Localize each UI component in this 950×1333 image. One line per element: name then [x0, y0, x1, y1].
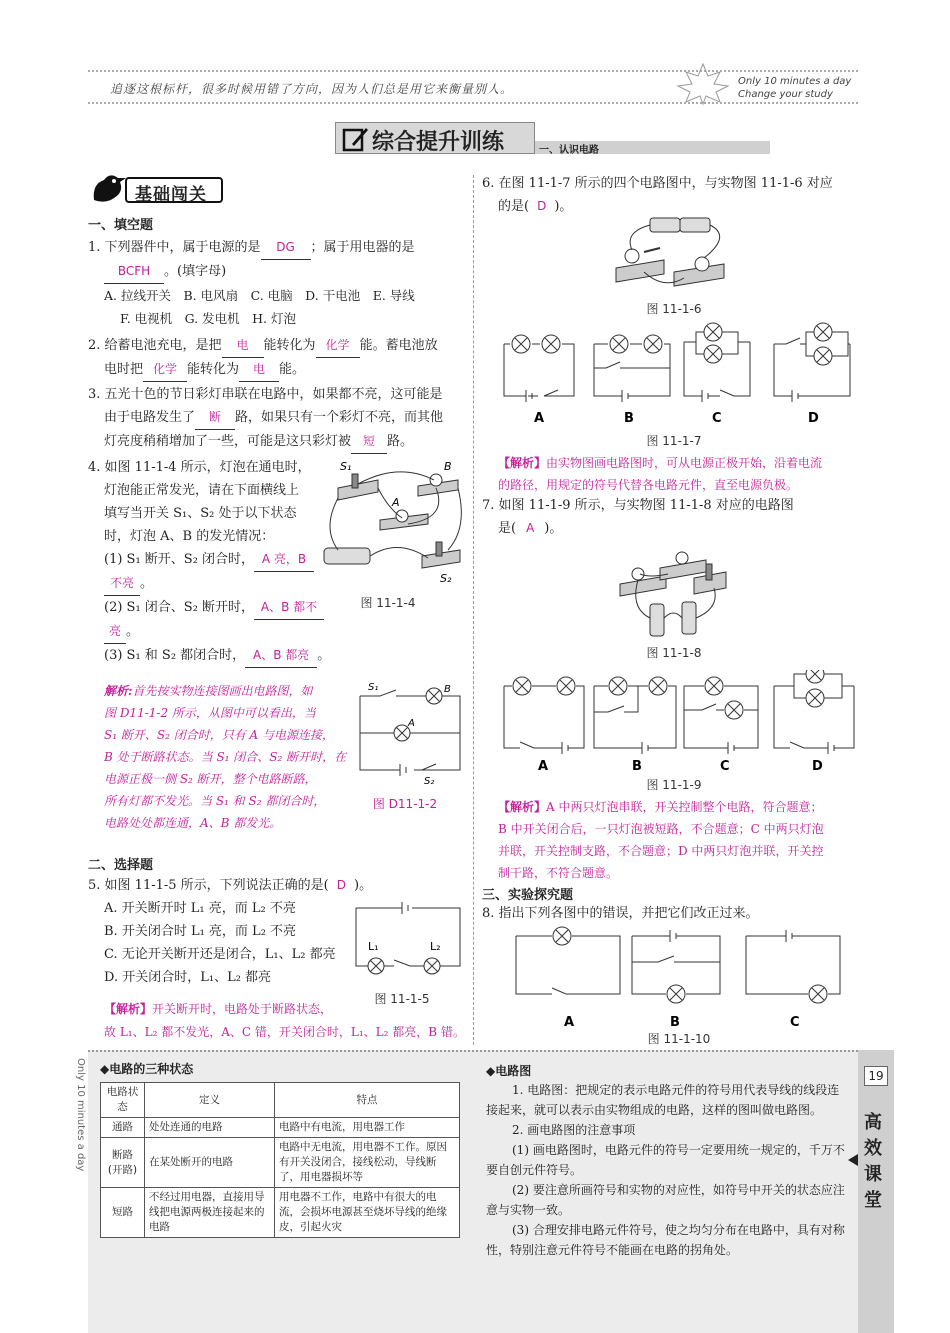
bird-icon [88, 170, 128, 206]
question-2 [88, 334, 468, 382]
svg-text:B: B [444, 684, 451, 695]
tab-char: 堂 [864, 1190, 882, 1211]
fig-11-1-4-caption: 图 11-1-4 [360, 596, 416, 610]
q3-text-e: 路。 [387, 434, 414, 449]
q3-text-c: 路，如果只有一个彩灯不亮，而其他 [235, 410, 444, 425]
figure-11-1-8 [610, 548, 730, 640]
question-1 [88, 236, 468, 330]
section-fill-blank: 一、填空题 [88, 218, 154, 233]
q5-option-c: C. 无论开关断开还是闭合，L₁、L₂ 都亮 [104, 947, 336, 962]
fig7-label-d: D [808, 411, 819, 426]
q3-text-a: 3. 五光十色的节日彩灯串联在电路中，如果都不亮，这可能是 [88, 387, 443, 402]
table-cell: 通路 [101, 1118, 145, 1138]
tab-labels [864, 1110, 882, 1214]
svg-text:S₂: S₂ [424, 776, 435, 787]
q4-exp-1: 首先按实物连接图画出电路图，如 [132, 684, 313, 698]
figure-11-1-9 [498, 670, 858, 780]
q1-answer-1: DG [261, 236, 311, 260]
q7-text-b: 是( [498, 521, 517, 536]
q5-exp-1: 开关断开时，电路处于断路状态， [152, 1002, 333, 1016]
q2-text-d: 电时把 [104, 362, 144, 377]
q6-exp-2: 的路径，用规定的符号代替各电路元件，直至电源负极。 [498, 478, 799, 492]
fig-11-1-6-caption: 图 11-1-6 [646, 302, 702, 316]
fig-11-1-10-caption: 图 11-1-10 [647, 1032, 711, 1046]
q6-answer: D [537, 199, 547, 213]
svg-text:S₁: S₁ [368, 682, 379, 693]
q5-exp-2: 故 L₁、L₂ 都不发光，A、C 错，开关闭合时，L₁、L₂ 都亮，B 错。 [104, 1025, 465, 1039]
q5-answer: D [336, 878, 346, 892]
q2-text-f: 能。 [279, 362, 306, 377]
table-row [101, 1118, 460, 1138]
table-cell: 电路中有电流，用电器工作 [275, 1118, 460, 1138]
q7-exp-4: 制干路，不符合题意。 [498, 866, 619, 880]
fig-11-1-9-caption: 图 11-1-9 [646, 778, 702, 792]
svg-text:L₁: L₁ [368, 940, 379, 953]
q6-exp-label: 【解析】 [498, 456, 547, 470]
svg-text:S₁: S₁ [340, 460, 352, 473]
fig7-label-a: A [534, 411, 545, 426]
q4-answer-1a: A 亮，B [254, 548, 314, 572]
knowledge-p4: (2) 要注意所画符号和实物的对应性，如符号中开关的状态应注意与实物一致。 [486, 1183, 845, 1217]
knowledge-circuit-diagram [486, 1080, 848, 1260]
knowledge-left-title: ◆电路的三种状态 [100, 1062, 194, 1076]
knowledge-p1: 1. 电路图：把规定的表示电路元件的符号用代表导线的线段连接起来，就可以表示由实物组成的电路，这样的图叫做电路图。 [486, 1083, 840, 1117]
svg-text:S₂: S₂ [440, 572, 452, 585]
q5-exp-label: 【解析】 [104, 1002, 153, 1016]
q1-text-a: 1. 下列器件中，属于电源的是 [88, 240, 261, 255]
question-8: 8. 指出下列各图中的错误，并把它们改正过来。 [482, 906, 759, 921]
pencil-edit-icon [342, 126, 368, 152]
table-cell: 在某处断开的电路 [145, 1138, 275, 1188]
q7-explanation [498, 796, 868, 884]
fig-11-1-5-caption: 图 11-1-5 [374, 992, 430, 1006]
header-motto: 追逐这根标杆，很多时候用错了方向，因为人们总是用它来衡量别人。 [110, 82, 514, 96]
q5-option-b: B. 开关闭合时 L₁ 亮，而 L₂ 不亮 [104, 924, 297, 939]
fig-11-1-8-caption: 图 11-1-8 [646, 646, 702, 660]
q1-answer-2: BCFH [104, 260, 164, 284]
q6-text-a: 6. 在图 11-1-7 所示的四个电路图中，与实物图 11-1-6 对应 [482, 176, 833, 191]
svg-text:A: A [408, 718, 415, 729]
table-header-definition: 定义 [145, 1083, 275, 1118]
q4-line-1: 4. 如图 11-1-4 所示，灯泡在通电时， [88, 460, 311, 475]
q2-text-e: 能转化为 [187, 362, 240, 377]
q3-text-d: 灯亮度稍稍增加了一些，可能是这只彩灯被 [104, 434, 352, 449]
q4-answer-3: A、B 都亮 [245, 644, 317, 668]
q7-exp-2: B 中开关闭合后，一只灯泡被短路，不合题意；C 中两只灯泡 [498, 822, 824, 836]
figure-11-1-4 [318, 458, 468, 588]
q1-text-c: 。(填字母) [164, 264, 227, 279]
q1-options-1: A. 拉线开关 B. 电风扇 C. 电脑 D. 干电池 E. 导线 [104, 288, 415, 303]
q3-text-b: 由于电路发生了 [104, 410, 196, 425]
q1-text-b: ；属于用电器的是 [310, 240, 415, 255]
q5-option-d: D. 开关闭合时，L₁、L₂ 都亮 [104, 970, 272, 985]
q1-options-2: F. 电视机 G. 发电机 H. 灯泡 [120, 311, 297, 326]
header-dotline-bottom [88, 102, 858, 104]
fig10-label-b: B [670, 1015, 680, 1030]
figure-11-1-10 [510, 926, 860, 1030]
circuit-states-table [100, 1082, 460, 1238]
figure-d11-1-2 [352, 678, 467, 788]
table-cell: 用电器不工作，电路中有很大的电流，会损坏电源甚至烧坏导线的绝缘皮，引起火灾 [275, 1188, 460, 1238]
table-row [101, 1138, 460, 1188]
question-3 [88, 383, 468, 454]
q6-exp-1: 由实物图画电路图时，可从电源正极开始，沿着电流 [546, 456, 823, 470]
table-cell: 断路(开路) [101, 1138, 145, 1188]
header-en-1: Only 10 minutes a day [738, 76, 852, 87]
q4-part-1: (1) S₁ 断开、S₂ 闭合时， [104, 552, 255, 567]
fig9-label-b: B [632, 759, 642, 774]
q7-exp-1: A 中两只灯泡串联，开关控制整个电路，符合题意； [546, 800, 823, 814]
section-choice: 二、选择题 [88, 858, 154, 873]
knowledge-p2: 2. 画电路图的注意事项 [512, 1123, 636, 1137]
badge-label: 基础闯关 [135, 185, 207, 205]
svg-text:A: A [392, 496, 400, 509]
q7-answer: A [526, 521, 535, 535]
table-header-row [101, 1083, 460, 1118]
side-tab [858, 1050, 894, 1333]
knowledge-right-title: ◆电路图 [486, 1064, 532, 1078]
q4-line-3: 填写当开关 S₁、S₂ 处于以下状态 [104, 506, 297, 521]
q4-answer-2b: 亮 [104, 620, 126, 644]
q5-option-a: A. 开关断开时 L₁ 亮，而 L₂ 不亮 [104, 901, 296, 916]
table-header-state: 电路状态 [101, 1083, 145, 1118]
table-cell: 不经过用电器，直接用导线把电源两极连接起来的电路 [145, 1188, 275, 1238]
bottom-dotline [88, 1050, 858, 1052]
q5-text-a: 5. 如图 11-1-5 所示，下列说法正确的是( [88, 878, 329, 893]
svg-text:B: B [444, 460, 452, 473]
q3-answer-1: 断 [195, 406, 235, 430]
q4-exp-7: 电路处处都连通，A、B 都发光。 [104, 816, 282, 830]
fig7-label-b: B [624, 411, 634, 426]
figure-11-1-5 [352, 898, 464, 982]
tab-char: 课 [864, 1164, 882, 1185]
badge [125, 177, 223, 203]
banner-subtitle: 一、认识电路 [539, 145, 599, 156]
knowledge-p3: (1) 画电路图时，电路元件的符号一定要用统一规定的，千万不要自创元件符号。 [486, 1143, 845, 1177]
q4-exp-2: 图 D11-1-2 所示，从图中可以看出，当 [104, 706, 316, 720]
q2-text-b: 能转化为 [263, 338, 316, 353]
q4-part-3: (3) S₁ 和 S₂ 都闭合时， [104, 648, 246, 663]
svg-text:L₂: L₂ [430, 940, 441, 953]
column-divider [473, 175, 474, 1045]
question-4: 4. 如图 11-1-4 所示，灯泡在通电时， 灯泡能正常发光，请在下面横线上 填写当开关 S₁、S₂ 处于以下状态 时，灯泡 A、B 的发光情况： (1) S₁ 断开、S₂ 闭合时， A 亮，B 不亮 。 (2) S₁ 闭合、S₂ 断开时， A、B 都不 亮 。 (3) S₁ 和 S₂ 都闭合时， A、B 都亮 。 [88, 456, 328, 668]
q4-explanation [104, 680, 354, 834]
fig-11-1-7-caption: 图 11-1-7 [646, 434, 702, 448]
fig9-label-d: D [812, 759, 823, 774]
q4-line-4: 时，灯泡 A、B 的发光情况： [104, 529, 275, 544]
q4-line-2: 灯泡能正常发光，请在下面横线上 [104, 483, 300, 498]
q2-answer-4: 电 [239, 358, 279, 382]
banner-title-box [335, 122, 535, 154]
arrow-left-icon [848, 1154, 858, 1166]
fig7-label-c: C [712, 411, 722, 426]
q6-text-c: )。 [554, 199, 573, 214]
q4-answer-2a: A、B 都不 [254, 596, 324, 620]
table-cell: 短路 [101, 1188, 145, 1238]
header-en-2: Change your study [738, 89, 833, 100]
page-number: 19 [864, 1066, 888, 1086]
q2-answer-1: 电 [222, 334, 264, 358]
q5-text-b: )。 [354, 878, 373, 893]
question-7 [482, 494, 862, 540]
fig10-label-a: A [564, 1015, 575, 1030]
knowledge-p5: (3) 合理安排电路元件符号，使之均匀分布在电路中，具有对称性，特别注意元件符号不能画在电路的拐角处。 [486, 1223, 845, 1257]
fig9-label-c: C [720, 759, 730, 774]
q2-text-c: 能。蓄电池放 [359, 338, 438, 353]
fig10-label-c: C [790, 1015, 800, 1030]
fig-d11-1-2-caption: 图 D11-1-2 [372, 797, 438, 811]
q7-exp-label: 【解析】 [498, 800, 547, 814]
table-cell: 电路中无电流，用电器不工作。原因有开关没闭合，接线松动，导线断了，用电器损坏等 [275, 1138, 460, 1188]
q6-explanation [498, 452, 868, 496]
q4-exp-3: S₁ 断开、S₂ 闭合时，只有 A 与电源连接， [104, 728, 334, 742]
q4-answer-1b: 不亮 [104, 572, 140, 596]
q4-exp-label: 解析: [104, 684, 133, 698]
figure-11-1-6 [604, 212, 744, 298]
q6-text-b: 的是( [498, 199, 530, 214]
q4-exp-4: B 处于断路状态。当 S₁ 闭合、S₂ 断开时，在 [104, 750, 347, 764]
q4-exp-5: 电源正极一侧 S₂ 断开，整个电路断路， [104, 772, 317, 786]
q7-text-a: 7. 如图 11-1-9 所示，与实物图 11-1-8 对应的电路图 [482, 498, 794, 513]
q2-text-a: 2. 给蓄电池充电，是把 [88, 338, 222, 353]
q4-part-2: (2) S₁ 闭合、S₂ 断开时， [104, 600, 255, 615]
banner-subtitle-bar [535, 141, 770, 154]
tab-char: 高 [864, 1112, 882, 1133]
fig9-label-a: A [538, 759, 549, 774]
table-cell: 处处连通的电路 [145, 1118, 275, 1138]
figure-11-1-7 [498, 318, 858, 428]
header-dotline-top [88, 70, 858, 72]
banner-title: 综合提升训练 [372, 129, 505, 155]
q2-answer-3: 化学 [143, 358, 187, 382]
q4-exp-6: 所有灯都不发光。当 S₁ 和 S₂ 都闭合时， [104, 794, 326, 808]
q3-answer-2: 短 [351, 430, 387, 454]
section-experiment: 三、实验探究题 [482, 888, 574, 903]
maple-leaf-icon [668, 60, 738, 106]
table-row [101, 1188, 460, 1238]
q7-exp-3: 并联，开关控制支路，不合题意；D 中两只灯泡并联，开关控 [498, 844, 824, 858]
tab-char: 效 [864, 1138, 882, 1159]
table-header-feature: 特点 [275, 1083, 460, 1118]
q2-answer-2: 化学 [316, 334, 360, 358]
q7-text-c: )。 [544, 521, 563, 536]
side-vertical-text: Only 10 minutes a day [75, 1058, 86, 1172]
